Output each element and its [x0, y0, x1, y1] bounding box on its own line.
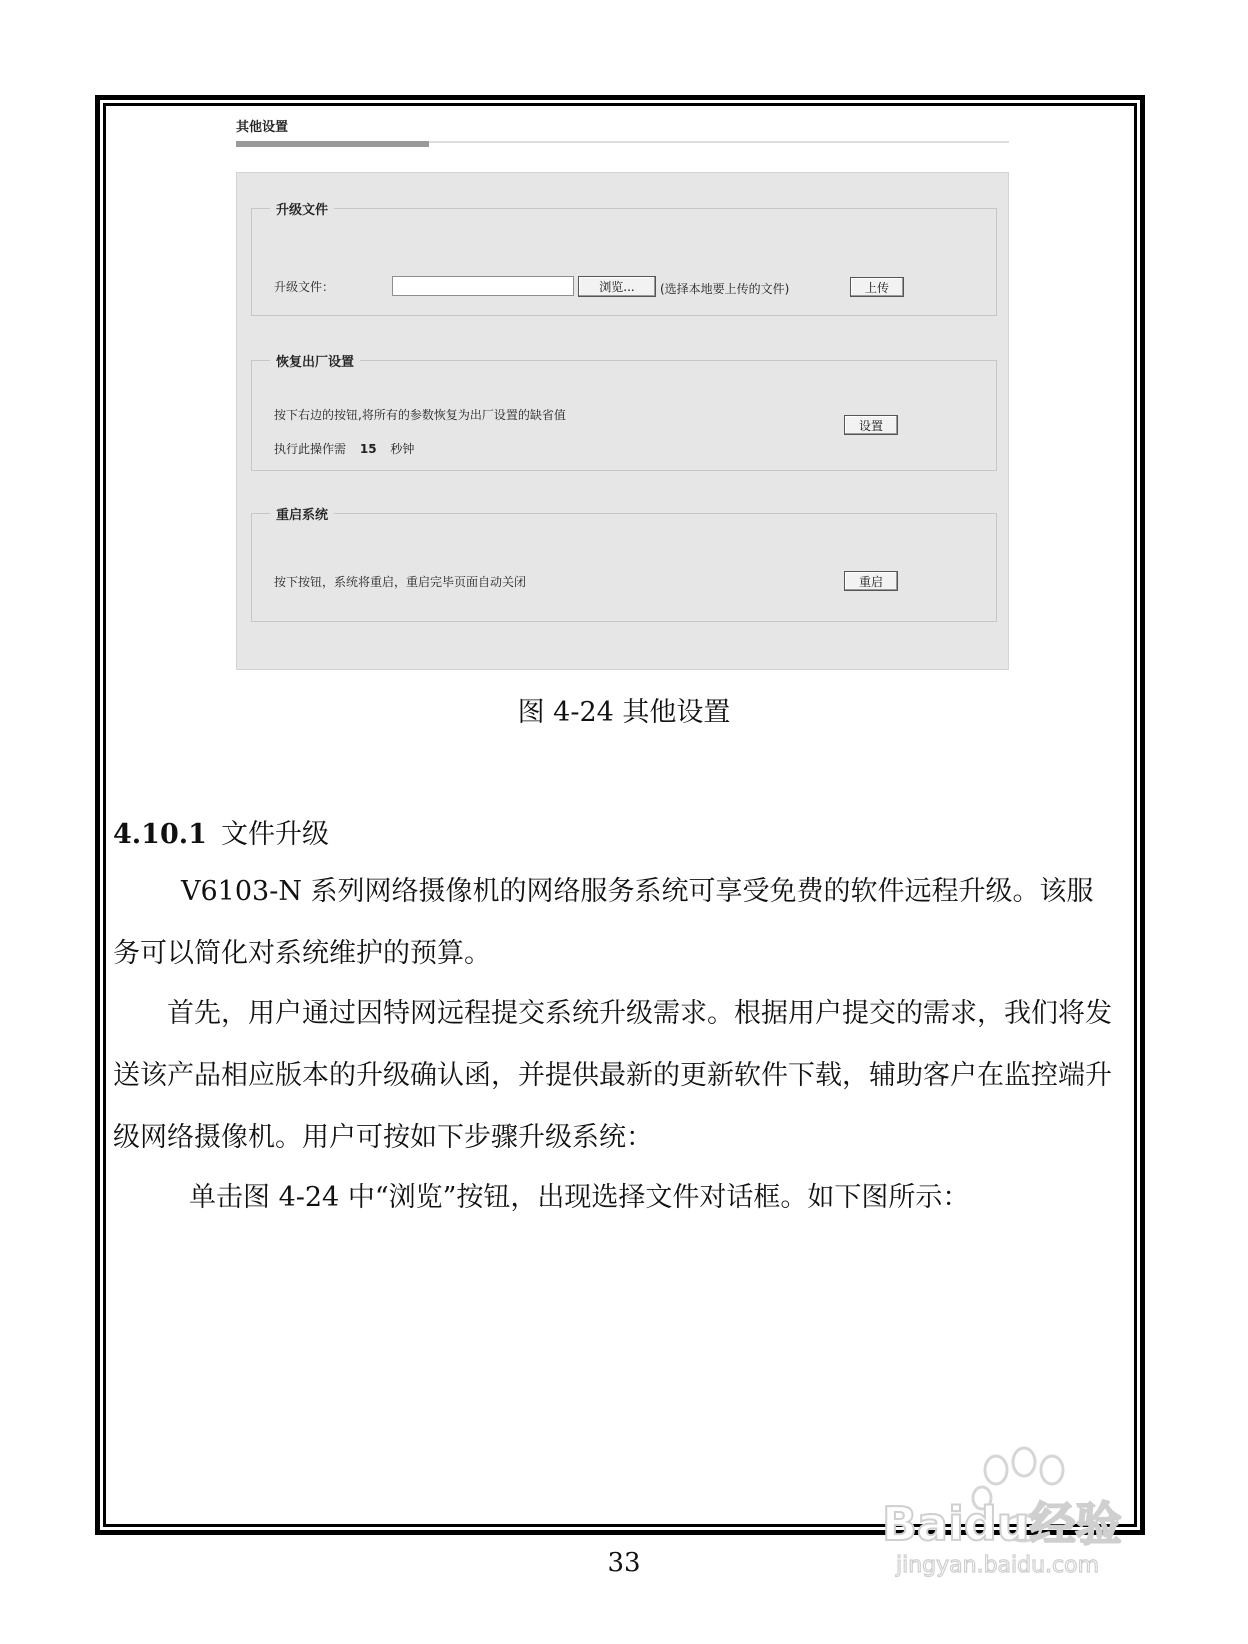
settings-title: 其他设置: [236, 120, 289, 135]
upgrade-file-legend: 升级文件: [276, 203, 329, 218]
upgrade-file-hint: (选择本地要上传的文件): [660, 282, 790, 296]
upgrade-file-input[interactable]: [392, 276, 574, 296]
duration-value: 15: [359, 442, 377, 456]
reboot-button[interactable]: 重启: [844, 571, 898, 591]
section-title: 文件升级: [220, 819, 329, 850]
page-number: 33: [607, 1548, 641, 1578]
paragraph-1: V6103-N 系列网络摄像机的网络服务系统可享受免费的软件远程升级。该服务可以简化对系统维护的预算。: [113, 876, 1094, 969]
upload-button[interactable]: 上传: [850, 277, 904, 297]
section-heading: [113, 812, 329, 851]
factory-reset-legend: 恢复出厂设置: [276, 355, 355, 370]
duration-prefix: 执行此操作需: [274, 442, 347, 456]
factory-reset-group: [251, 351, 997, 471]
watermark-brand: Baidu经验: [882, 1497, 1122, 1551]
factory-reset-description: 按下右边的按钮,将所有的参数恢复为出厂设置的缺省值: [274, 408, 566, 422]
browse-button[interactable]: 浏览...: [578, 276, 656, 297]
section-number: 4.10.1: [113, 819, 207, 850]
figure-caption: 图 4-24 其他设置: [517, 697, 731, 728]
reboot-description: 按下按钮，系统将重启，重启完毕页面自动关闭: [274, 575, 527, 589]
upgrade-file-label: 升级文件：: [274, 280, 335, 294]
title-rule-accent: [236, 141, 429, 147]
duration-suffix: 秒钟: [390, 442, 415, 456]
reboot-legend: 重启系统: [276, 508, 329, 523]
paragraph-3: 单击图 4-24 中“浏览”按钮，出现选择文件对话框。如下图所示：: [189, 1182, 970, 1213]
factory-reset-button[interactable]: 设置: [844, 415, 898, 435]
baidu-watermark: [878, 1440, 1178, 1580]
upgrade-file-group: [251, 199, 997, 316]
reboot-group: [251, 504, 997, 622]
paragraph-2: 首先，用户通过因特网远程提交系统升级需求。根据用户提交的需求，我们将发送该产品相应版本的升级确认函，并提供最新的更新软件下载，辅助客户在监控端升级网络摄像机。用户可按如下步骤升级系统：: [113, 998, 1112, 1153]
settings-panel: [236, 172, 1009, 670]
factory-reset-duration: [274, 440, 414, 457]
watermark-url: jingyan.baidu.com: [896, 1553, 1100, 1578]
